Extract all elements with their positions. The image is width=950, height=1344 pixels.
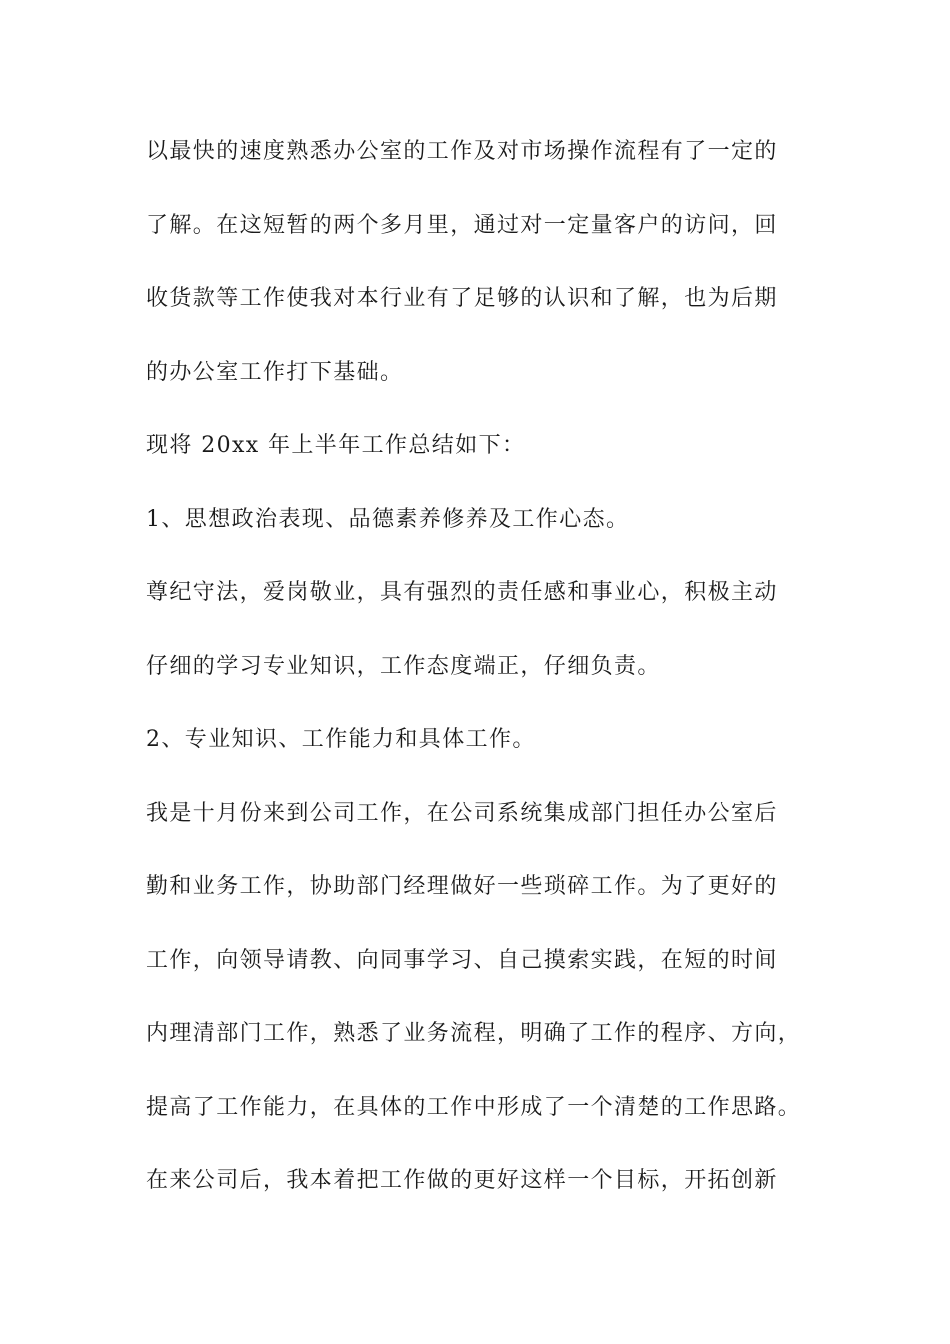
body-line: 尊纪守法，爱岗敬业，具有强烈的责任感和事业心，积极主动 [146,580,778,605]
body-line: 的办公室工作打下基础。 [146,359,404,385]
document-body [146,132,836,1235]
body-line: 勤和业务工作，协助部门经理做好一些琐碎工作。为了更好的 [146,874,778,899]
body-line: 内理清部门工作，熟悉了业务流程，明确了工作的程序、方向， [146,1021,802,1046]
body-line: 仔细的学习专业知识，工作态度端正，仔细负责。 [146,653,661,679]
body-line: 在来公司后，我本着把工作做的更好这样一个目标，开拓创新 [146,1168,778,1193]
body-line: 现将 20xx 年上半年工作总结如下： [146,433,526,458]
body-line: 提高了工作能力，在具体的工作中形成了一个清楚的工作思路。 [146,1094,802,1120]
body-line: 收货款等工作使我对本行业有了足够的认识和了解，也为后期 [146,286,778,311]
body-line: 工作，向领导请教、向同事学习、自己摸索实践，在短的时间 [146,947,778,973]
section-heading: 1、思想政治表现、品德素养修养及工作心态。 [146,506,630,532]
body-line: 我是十月份来到公司工作，在公司系统集成部门担任办公室后 [146,800,778,826]
body-line: 以最快的速度熟悉办公室的工作及对市场操作流程有了一定的 [146,139,778,164]
section-heading: 2、专业知识、工作能力和具体工作。 [146,727,536,752]
body-line: 了解。在这短暂的两个多月里，通过对一定量客户的访问，回 [146,212,778,238]
